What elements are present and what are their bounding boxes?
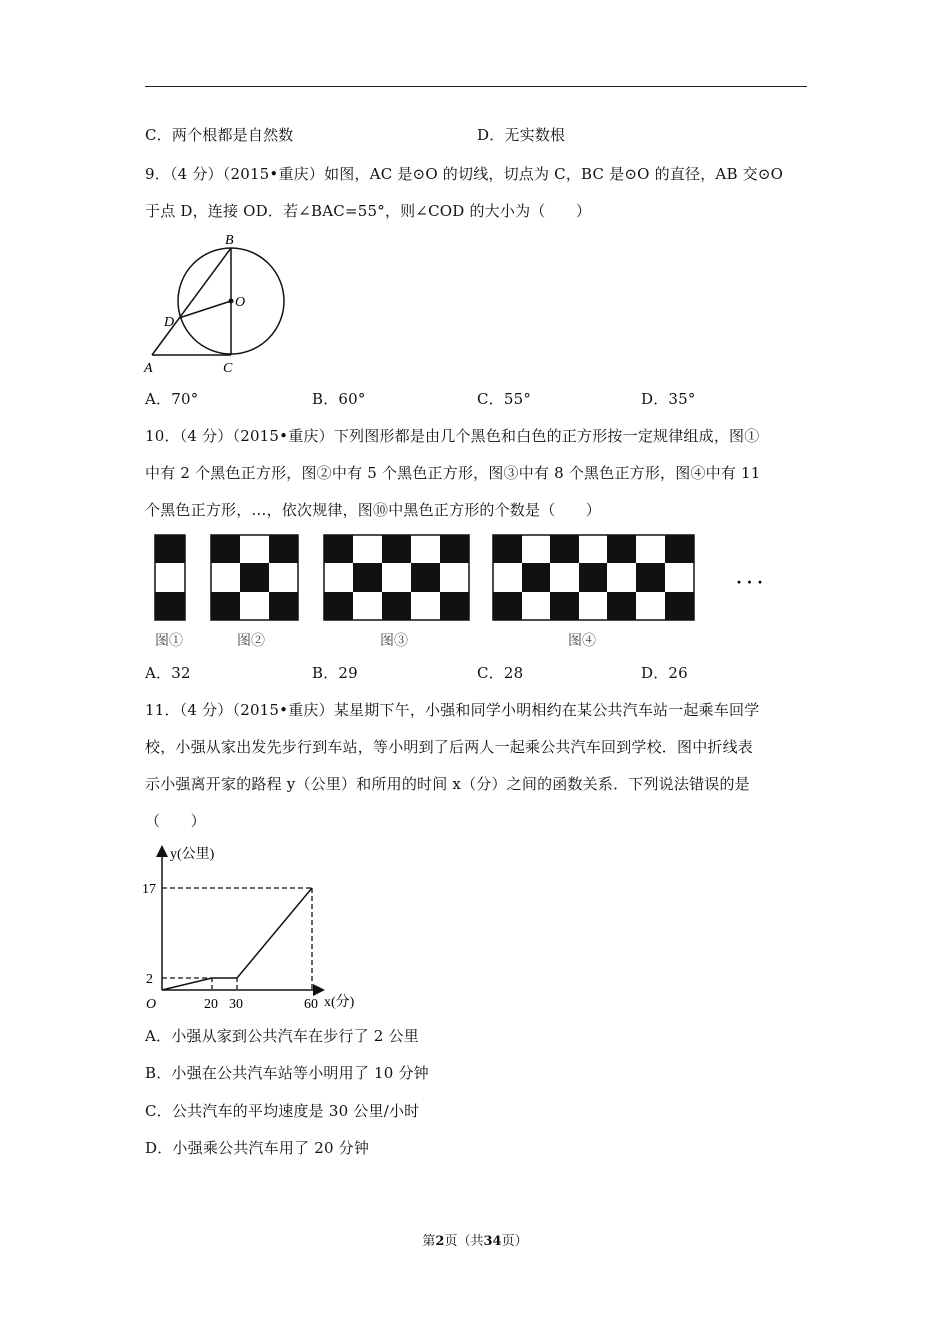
q11-stem-line3: 示小强离开家的路程 y（公里）和所用的时间 x（分）之间的函数关系．下列说法错误的是 — [145, 775, 750, 793]
graph-segment-3 — [237, 888, 312, 978]
page-footer — [0, 1230, 950, 1249]
q9-option-b: B．60° — [312, 390, 366, 408]
label-o: O — [235, 295, 246, 310]
footer-prefix: 第 — [422, 1234, 436, 1249]
x-axis-label: x(分) — [324, 995, 355, 1010]
header-rule — [145, 86, 807, 87]
y-tick-17: 17 — [142, 882, 156, 897]
q9-stem-line2: 于点 D，连接 OD．若∠BAC=55°，则∠COD 的大小为（ ） — [145, 202, 592, 220]
pattern-fig1 — [155, 535, 185, 620]
q8-option-c: C．两个根都是自然数 — [145, 126, 294, 144]
label-d: D — [164, 315, 175, 330]
q10-option-a: A．32 — [145, 664, 191, 682]
footer-page: 2 — [435, 1234, 445, 1249]
pattern-fig4 — [493, 535, 694, 620]
q11-graph — [140, 838, 370, 1013]
q9-option-a: A．70° — [145, 390, 199, 408]
origin-label: O — [146, 997, 157, 1012]
label-b: B — [225, 233, 234, 248]
center-dot — [229, 299, 234, 304]
q10-stem-line3: 个黑色正方形，…，依次规律，图⑩中黑色正方形的个数是（ ） — [145, 501, 602, 519]
segment-ab — [152, 248, 231, 355]
pattern-fig2 — [211, 535, 298, 620]
pattern-ellipsis: · · · — [736, 572, 764, 592]
caption-fig4: 图④ — [568, 634, 596, 649]
q9-options — [0, 388, 950, 408]
footer-total: 34 — [483, 1234, 502, 1249]
segment-od — [179, 301, 231, 318]
q10-pattern-figure — [150, 530, 800, 655]
q11-option-c: C．公共汽车的平均速度是 30 公里/小时 — [145, 1102, 420, 1120]
graph-segment-1 — [162, 978, 212, 990]
q10-options — [0, 662, 950, 682]
footer-mid: 页（共 — [444, 1234, 484, 1249]
q11-stem-line1: 11．（4 分）（2015•重庆）某星期下午，小强和同学小明相约在某公共汽车站一起乘车回学 — [145, 701, 760, 719]
q11-option-b: B．小强在公共汽车站等小明用了 10 分钟 — [145, 1064, 429, 1082]
q10-option-d: D．26 — [641, 664, 688, 682]
label-a: A — [144, 361, 153, 376]
x-tick-60: 60 — [304, 997, 318, 1012]
q11-option-d: D．小强乘公共汽车用了 20 分钟 — [145, 1139, 370, 1157]
q10-stem-line2: 中有 2 个黑色正方形，图②中有 5 个黑色正方形，图③中有 8 个黑色正方形，图④中有 11 — [145, 464, 761, 482]
x-tick-30: 30 — [229, 997, 243, 1012]
label-c: C — [223, 361, 233, 376]
q9-option-d: D．35° — [641, 390, 696, 408]
q10-option-c: C．28 — [477, 664, 524, 682]
caption-fig2: 图② — [237, 634, 265, 649]
q10-stem-line1: 10．（4 分）（2015•重庆）下列图形都是由几个黑色和白色的正方形按一定规律组成，图① — [145, 427, 760, 445]
caption-fig3: 图③ — [380, 634, 408, 649]
pattern-fig3 — [324, 535, 469, 620]
q11-stem-line2: 校，小强从家出发先步行到车站，等小明到了后两人一起乘公共汽车回到学校．图中折线表 — [145, 738, 754, 756]
q11-stem-line4: （ ） — [145, 812, 206, 830]
y-axis-label: y(公里) — [170, 847, 215, 862]
caption-fig1: 图① — [155, 634, 183, 649]
y-tick-2: 2 — [146, 972, 153, 987]
footer-suffix: 页） — [501, 1234, 528, 1249]
q10-option-b: B．29 — [312, 664, 358, 682]
q8-option-d: D．无实数根 — [477, 126, 566, 144]
x-tick-20: 20 — [204, 997, 218, 1012]
q9-circle-figure — [140, 228, 300, 376]
q9-stem-line1: 9．（4 分）（2015•重庆）如图，AC 是⊙O 的切线，切点为 C，BC 是⊙O 的直径，AB 交⊙O — [145, 165, 784, 183]
q11-option-a: A．小强从家到公共汽车在步行了 2 公里 — [145, 1027, 419, 1045]
q9-option-c: C．55° — [477, 390, 532, 408]
